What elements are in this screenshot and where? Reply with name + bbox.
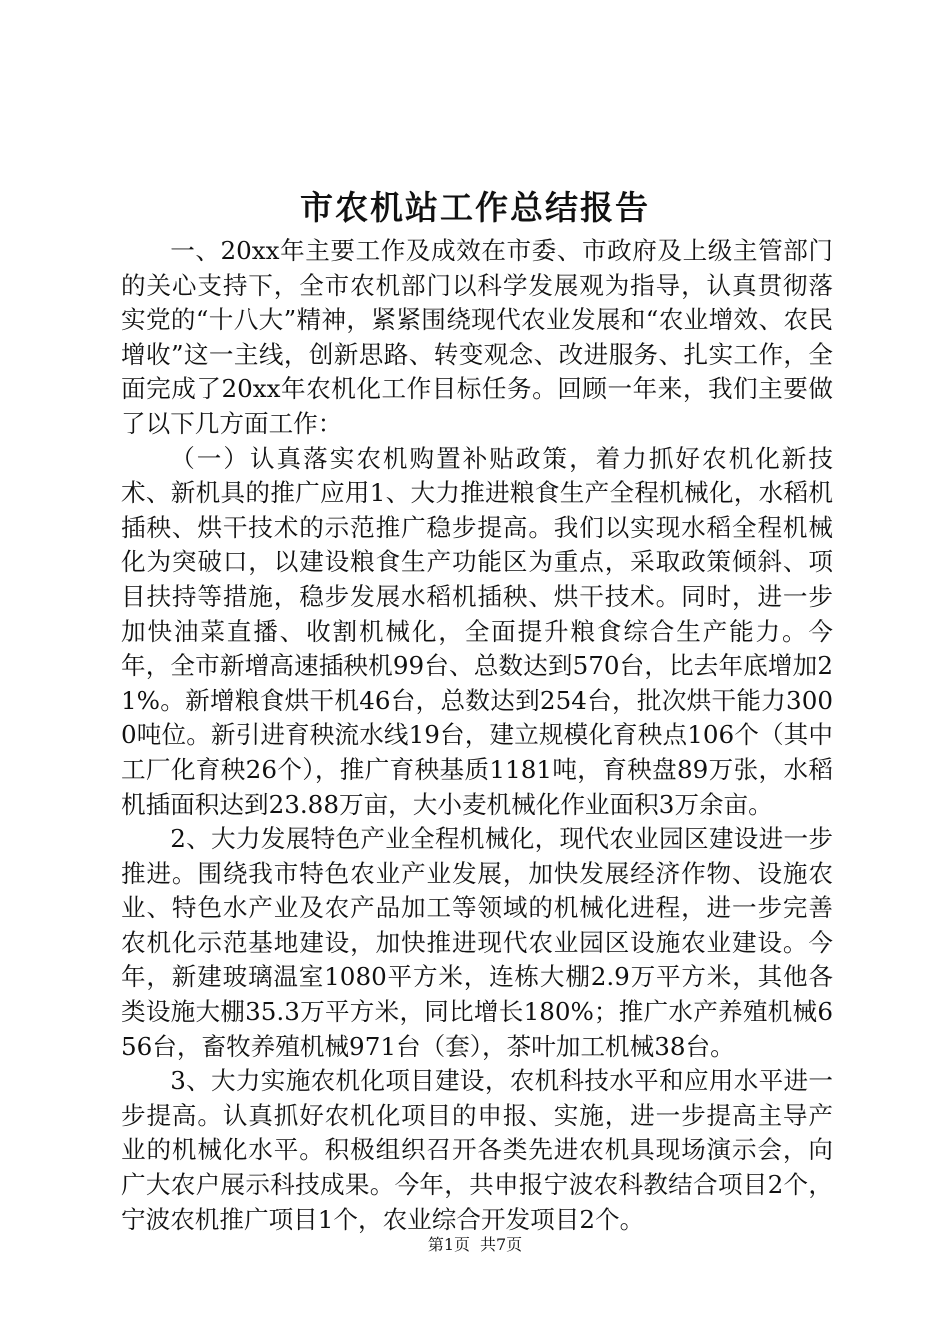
paragraph-2: （一）认真落实农机购置补贴政策，着力抓好农机化新技术、新机具的推广应用1、大力推进粮食生产全程机械化，水稻机插秧、烘干技术的示范推广稳步提高。我们以实现水稻全程机械化为突破口，以建设粮食生产功能区为重点，采取政策倾斜、项目扶持等措施，稳步发展水稻机插秧、烘干技术。同时，进一步加快油菜直播、收割机械化，全面提升粮食综合生产能力。今年，全市新增高速插秧机99台、总数达到570台，比去年底增加21%。新增粮食烘干机46台，总数达到254台，批次烘干能力3000吨位。新引进育秧流水线19台，建立规模化育秧点106个（其中工厂化育秧26个），推广育秧基质1181吨，育秧盘89万张，水稻机插面积达到23.88万亩，大小麦机械化作业面积3万余亩。 bbox=[121, 443, 833, 819]
document-title: 市农机站工作总结报告 bbox=[300, 188, 650, 227]
paragraph-1: 一、20xx年主要工作及成效在市委、市政府及上级主管部门的关心支持下，全市农机部门以科学发展观为指导，认真贯彻落实党的“十八大”精神，紧紧围绕现代农业发展和“农业增效、农民增收”这一主线，创新思路、转变观念、改进服务、扎实工作，全面完成了20xx年农机化工作目标任务。回顾一年来，我们主要做了以下几方面工作： bbox=[121, 236, 833, 438]
page-number: 第1页 bbox=[427, 1235, 470, 1254]
page-footer bbox=[0, 1234, 950, 1256]
document-body bbox=[121, 234, 833, 1237]
paragraph-4: 3、大力实施农机化项目建设，农机科技水平和应用水平进一步提高。认真抓好农机化项目的申报、实施，进一步提高主导产业的机械化水平。积极组织召开各类先进农机具现场演示会，向广大农户展示科技成果。今年，共申报宁波农科教结合项目2个，宁波农机推广项目1个，农业综合开发项目2个。 bbox=[121, 1066, 833, 1234]
page-total: 共7页 bbox=[480, 1235, 523, 1254]
paragraph-3: 2、大力发展特色产业全程机械化，现代农业园区建设进一步推进。围绕我市特色农业产业发展，加快发展经济作物、设施农业、特色水产业及农产品加工等领域的机械化进程，进一步完善农机化示范基地建设，加快推进现代农业园区设施农业建设。今年，新建玻璃温室1080平方米，连栋大棚2.9万平方米，其他各类设施大棚35.3万平方米，同比增长180%；推广水产养殖机械656台，畜牧养殖机械971台（套），茶叶加工机械38台。 bbox=[121, 824, 833, 1061]
